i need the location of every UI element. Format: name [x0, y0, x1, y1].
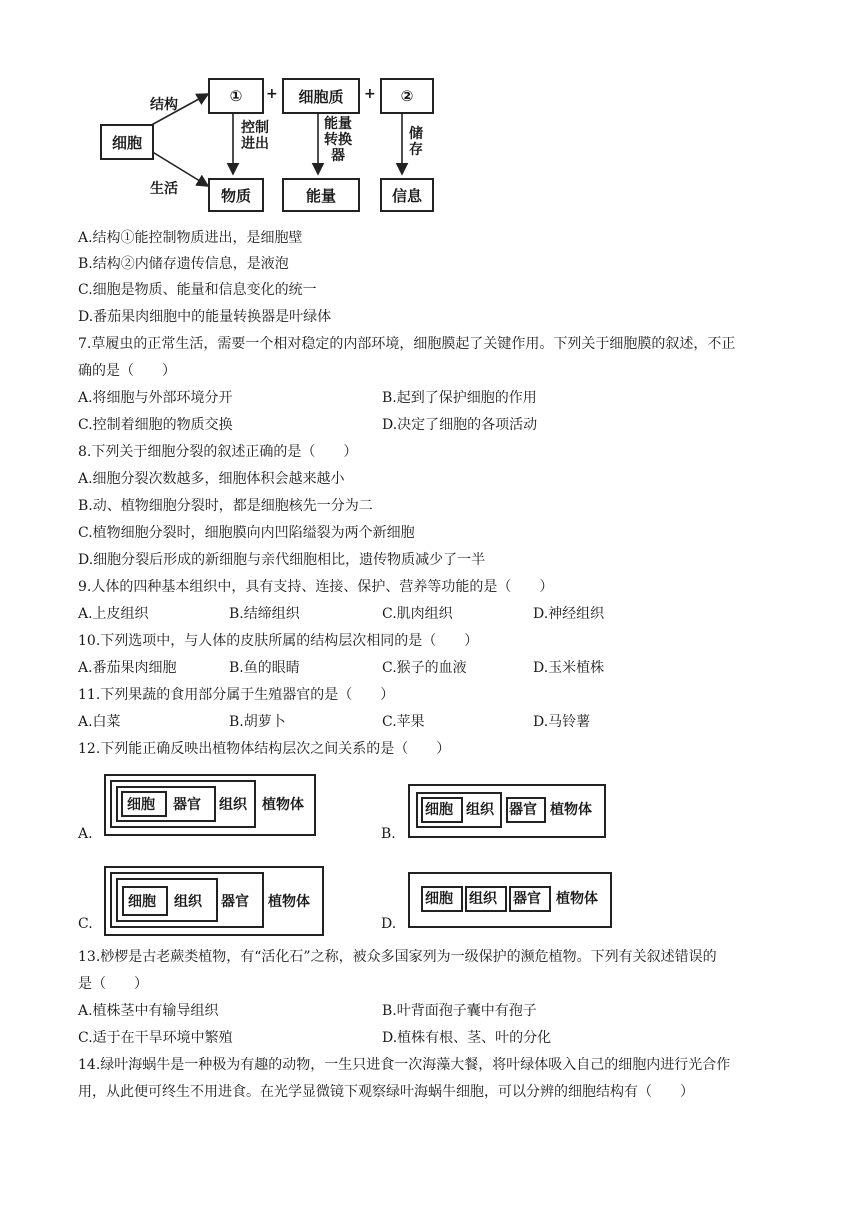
q11-stem: 11.下列果蔬的食用部分属于生殖器官的是（ ）: [78, 687, 395, 703]
store-label: 储 存: [409, 126, 423, 158]
q12-d-cell: 细胞: [425, 891, 453, 907]
structure-2-box: ②: [380, 78, 434, 114]
q7-option-a: A.将细胞与外部环境分开: [78, 390, 233, 406]
structure-label: 结构: [150, 97, 178, 113]
q7-option-d: D.决定了细胞的各项活动: [382, 417, 538, 433]
q12-d-plant: 植物体: [556, 891, 598, 907]
q10-stem: 10.下列选项中，与人体的皮肤所属的结构层次相同的是（ ）: [78, 633, 479, 649]
q6-option-d: D.番茄果肉细胞中的能量转换器是叶绿体: [78, 309, 332, 325]
q12-stem: 12.下列能正确反映出植物体结构层次之间关系的是（ ）: [78, 741, 451, 757]
life-label: 生活: [150, 181, 178, 197]
q10-option-d: D.玉米植株: [533, 660, 605, 676]
q10-option-c: C.猴子的血液: [382, 660, 467, 676]
q9-stem: 9.人体的四种基本组织中，具有支持、连接、保护、营养等功能的是（ ）: [78, 579, 554, 595]
q13-option-d: D.植株有根、茎、叶的分化: [382, 1030, 552, 1046]
q9-option-b: B.结缔组织: [229, 606, 300, 622]
cell-box: 细胞: [100, 124, 154, 160]
q12-c-plant: 植物体: [268, 894, 310, 910]
q14-stem-line1: 14.绿叶海蜗牛是一种极为有趣的动物，一生只进食一次海藻大餐，将叶绿体吸入自己的细胞内进行光合作: [78, 1057, 731, 1073]
q9-option-c: C.肌肉组织: [382, 606, 453, 622]
q12-c-organ: 器官: [221, 894, 249, 910]
q12-c-tissue: 组织: [174, 894, 202, 910]
q14-stem-line2: 用，从此便可终生不用进食。在光学显微镜下观察绿叶海蜗牛细胞，可以分辨的细胞结构有（ ）: [78, 1084, 694, 1100]
q12-a-cell: 细胞: [127, 797, 155, 813]
q12-letter-b: B.: [381, 826, 396, 842]
cytoplasm-box: 细胞质: [282, 78, 360, 114]
plus-sign-2: +: [364, 86, 376, 102]
q8-option-c: C.植物细胞分裂时，细胞膜向内凹陷缢裂为两个新细胞: [78, 525, 415, 541]
q12-a-plant: 植物体: [262, 797, 304, 813]
q7-stem-line2: 确的是（ ）: [78, 363, 176, 379]
q13-stem-line2: 是（ ）: [78, 976, 148, 992]
q8-option-d: D.细胞分裂后形成的新细胞与亲代细胞相比，遗传物质减少了一半: [78, 552, 486, 568]
q12-a-organ: 器官: [173, 797, 201, 813]
matter-box: 物质: [208, 178, 264, 212]
q12-c-cell: 细胞: [128, 894, 156, 910]
q11-option-b: B.胡萝卜: [229, 714, 286, 730]
q12-letter-d: D.: [381, 916, 397, 932]
q12-d-organ: 器官: [513, 891, 541, 907]
q13-option-a: A.植株茎中有输导组织: [78, 1003, 219, 1019]
q9-option-d: D.神经组织: [533, 606, 605, 622]
q12-b-tissue: 组织: [466, 802, 494, 818]
energy-box: 能量: [282, 178, 360, 212]
q7-option-c: C.控制着细胞的物质交换: [78, 417, 233, 433]
structure-1-box: ①: [208, 78, 264, 114]
info-box: 信息: [380, 178, 434, 212]
q10-option-a: A.番茄果肉细胞: [78, 660, 177, 676]
control-label: 控制 进出: [241, 120, 269, 152]
q8-stem: 8.下列关于细胞分裂的叙述正确的是（ ）: [78, 444, 358, 460]
q12-b-plant: 植物体: [550, 802, 592, 818]
q12-letter-a: A.: [78, 826, 93, 842]
q12-a-tissue: 组织: [219, 797, 247, 813]
q6-option-c: C.细胞是物质、能量和信息变化的统一: [78, 282, 317, 298]
q11-option-c: C.苹果: [382, 714, 425, 730]
q7-option-b: B.起到了保护细胞的作用: [382, 390, 537, 406]
q8-option-a: A.细胞分裂次数越多，细胞体积会越来越小: [78, 471, 345, 487]
q13-option-c: C.适于在干旱环境中繁殖: [78, 1030, 233, 1046]
q11-option-a: A.白菜: [78, 714, 121, 730]
q13-stem-line1: 13.桫椤是古老蕨类植物，有“活化石”之称，被众多国家列为一级保护的濒危植物。下列有关叙述错误的: [78, 949, 717, 965]
q12-b-organ: 器官: [509, 802, 537, 818]
q13-option-b: B.叶背面孢子囊中有孢子: [382, 1003, 537, 1019]
plus-sign-1: +: [266, 86, 278, 102]
q12-b-cell: 细胞: [425, 802, 453, 818]
q9-option-a: A.上皮组织: [78, 606, 149, 622]
q12-letter-c: C.: [78, 916, 93, 932]
q6-option-a: A.结构①能控制物质进出，是细胞壁: [78, 230, 303, 246]
q8-option-b: B.动、植物细胞分裂时，都是细胞核先一分为二: [78, 498, 373, 514]
q10-option-b: B.鱼的眼睛: [229, 660, 300, 676]
q11-option-d: D.马铃薯: [533, 714, 591, 730]
q6-option-b: B.结构②内储存遗传信息，是液泡: [78, 256, 289, 272]
q12-d-tissue: 组织: [469, 891, 497, 907]
q7-stem-line1: 7.草履虫的正常生活，需要一个相对稳定的内部环境，细胞膜起了关键作用。下列关于细胞膜的叙述，不正: [78, 336, 736, 352]
energy-converter-label: 能量 转换 器: [324, 116, 352, 164]
